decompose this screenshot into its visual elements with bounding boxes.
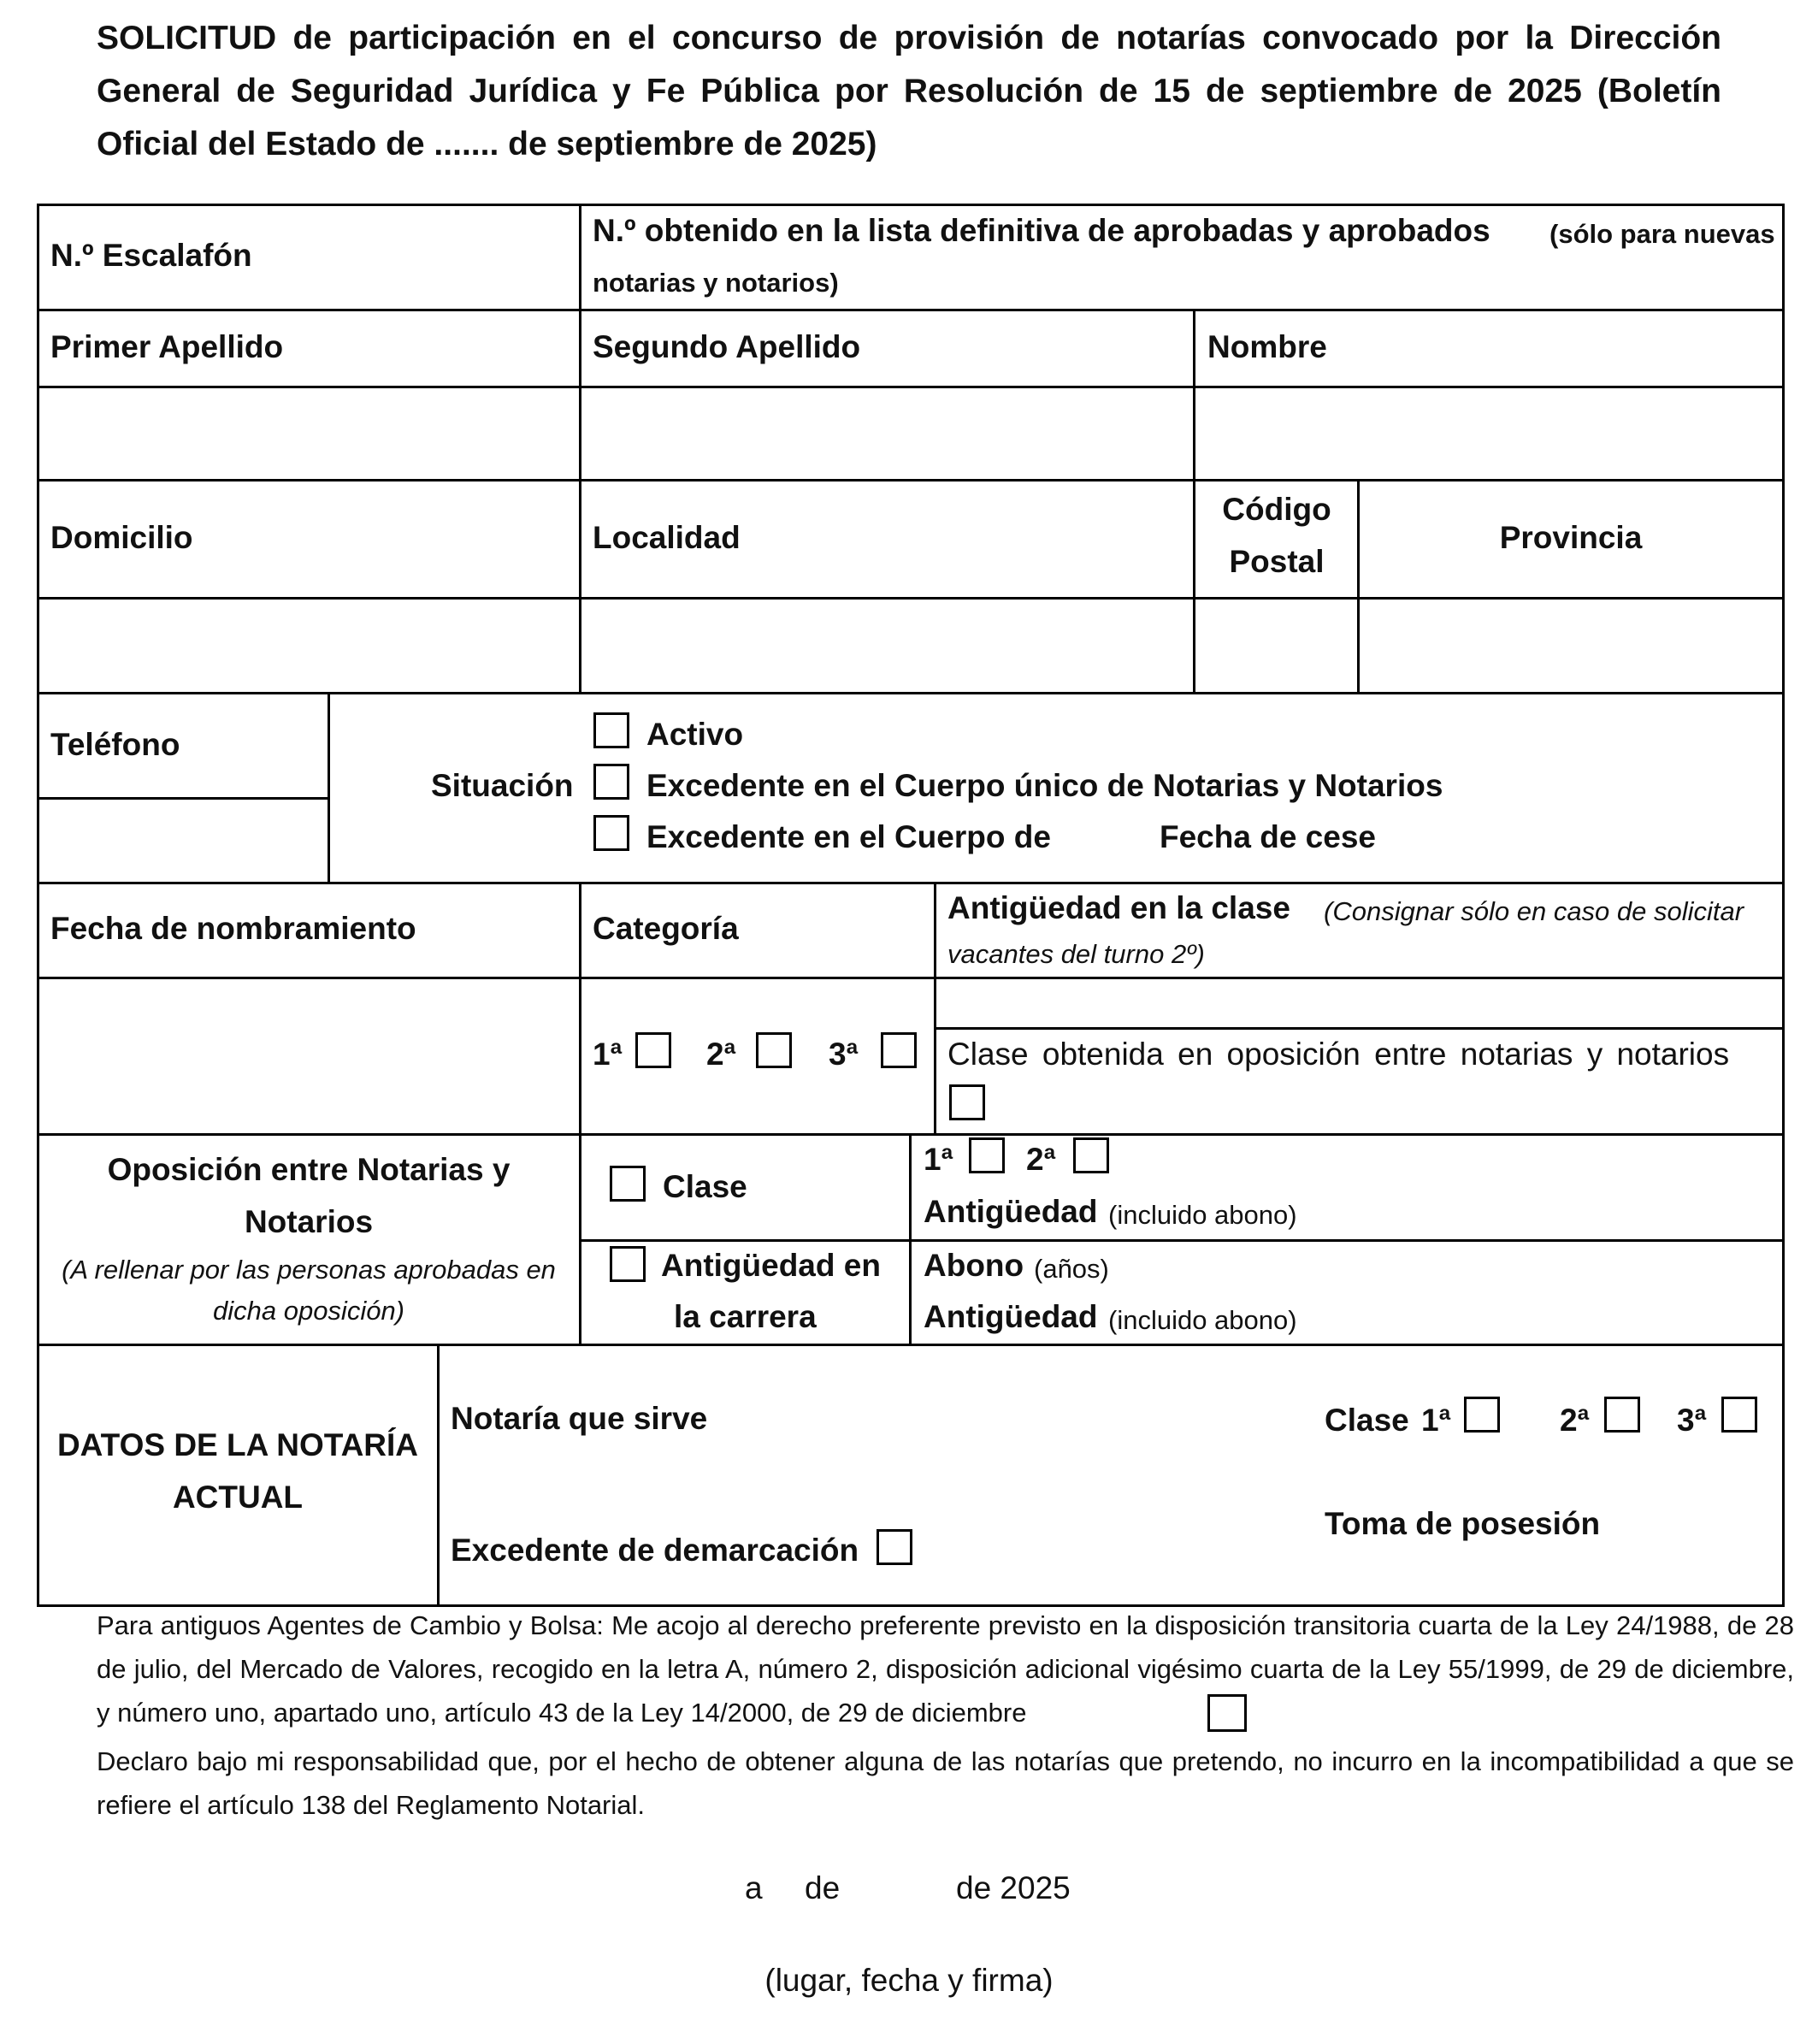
declaracion-paragraph: Declaro bajo mi responsabilidad que, por el hecho de obtener alguna de las notarías que pretendo, no incurro en la incompatibilidad a que se refiere el artículo 138 del Reglamento Notarial.	[97, 1746, 1794, 1820]
lista-label: N.º obtenido en la lista definitiva de aprobadas y aprobados	[593, 213, 1490, 248]
activo-checkbox[interactable]	[593, 712, 629, 748]
lugar-fecha-firma: (lugar, fecha y firma)	[764, 1963, 1054, 1998]
primer-apellido-field[interactable]	[40, 389, 577, 478]
oposicion-clase-2-checkbox[interactable]	[1073, 1137, 1109, 1173]
excedente-cuerpo-label: Excedente en el Cuerpo de	[646, 819, 1051, 854]
abono-label: Abono	[924, 1248, 1024, 1283]
excedente-demarcacion-checkbox[interactable]	[877, 1529, 912, 1565]
localidad-label: Localidad	[593, 520, 741, 555]
provincia-field[interactable]	[1361, 600, 1780, 691]
clase-obtenida-label: Clase obtenida en oposición entre notarias y notarios	[947, 1037, 1730, 1072]
codigo-postal-field[interactable]	[1196, 600, 1355, 691]
categoria-3-label: 3ª	[829, 1037, 859, 1072]
fecha-nombramiento-label: Fecha de nombramiento	[50, 911, 416, 946]
segundo-apellido-field[interactable]	[582, 389, 1191, 478]
date-de-2025: de 2025	[956, 1870, 1071, 1905]
oposicion-note-1: (A rellenar por las personas aprobadas en	[62, 1255, 556, 1285]
lista-note-1: (sólo para nuevas	[1549, 219, 1775, 249]
excedente-cuerpo-unico-checkbox[interactable]	[593, 764, 629, 800]
notaria-sirve-label: Notaría que sirve	[451, 1401, 708, 1436]
antiguedad-carrera-label-1: Antigüedad en	[661, 1248, 881, 1283]
notaria-clase-3-label: 3ª	[1677, 1403, 1707, 1438]
primer-apellido-label: Primer Apellido	[50, 329, 284, 364]
agentes-cambio-checkbox[interactable]	[1207, 1694, 1247, 1732]
agentes-cambio-paragraph	[97, 1604, 1794, 1734]
antiguedad-carrera-label-2: la carrera	[674, 1299, 817, 1334]
categoria-1-checkbox[interactable]	[635, 1032, 671, 1068]
categoria-1-label: 1ª	[593, 1037, 623, 1072]
telefono-label: Teléfono	[50, 727, 180, 762]
categoria-2-checkbox[interactable]	[756, 1032, 792, 1068]
oposicion-antiguedad-label: Antigüedad	[924, 1194, 1098, 1229]
oposicion-label-1: Oposición entre Notarias y	[107, 1152, 511, 1187]
excedente-demarcacion-label: Excedente de demarcación	[451, 1533, 859, 1568]
categoria-2-label: 2ª	[706, 1037, 736, 1072]
toma-posesion-label: Toma de posesión	[1325, 1506, 1601, 1541]
oposicion-clase-1-checkbox[interactable]	[969, 1137, 1005, 1173]
fecha-cese-label: Fecha de cese	[1160, 819, 1376, 854]
notaria-clase-1-label: 1ª	[1421, 1403, 1451, 1438]
localidad-field[interactable]	[582, 600, 1191, 691]
clase-obtenida-checkbox[interactable]	[949, 1084, 985, 1120]
telefono-field[interactable]	[40, 800, 326, 881]
antiguedad-clase-note-1: (Consignar sólo en caso de solicitar	[1324, 896, 1744, 926]
codigo-postal-label-2: Postal	[1229, 544, 1325, 579]
notaria-clase-2-label: 2ª	[1560, 1403, 1590, 1438]
carrera-incluido-abono: (incluido abono)	[1108, 1305, 1297, 1335]
notaria-clase-3-checkbox[interactable]	[1721, 1397, 1757, 1433]
datos-notaria-label-2: ACTUAL	[172, 1480, 304, 1515]
escalafon-label: N.º Escalafón	[50, 238, 252, 273]
codigo-postal-label-1: Código	[1222, 492, 1331, 527]
antiguedad-clase-note-2: vacantes del turno 2º)	[947, 939, 1205, 969]
oposicion-clase-1-label: 1ª	[924, 1142, 953, 1177]
oposicion-note-2: dicha oposición)	[212, 1296, 405, 1326]
antiguedad-clase-label: Antigüedad en la clase	[947, 890, 1290, 925]
oposicion-clase-2-label: 2ª	[1026, 1142, 1056, 1177]
categoria-3-checkbox[interactable]	[881, 1032, 917, 1068]
carrera-antiguedad-label: Antigüedad	[924, 1299, 1098, 1334]
oposicion-label-2: Notarios	[244, 1204, 374, 1239]
agentes-cambio-text: Para antiguos Agentes de Cambio y Bolsa: Me acojo al derecho preferente previsto en la disposición transitoria cuarta de la Ley 24/1988, de 28 de julio, del Mercado de Valores, recogido en la letra A, número 2, disposición adicional vigésimo cuarta de la Ley 55/1999, de 29 de diciembre, y número uno, apartado uno, artículo 43 de la Ley 14/2000, de 29 de diciembre	[97, 1610, 1794, 1728]
antiguedad-clase-field[interactable]	[937, 980, 1780, 1026]
nombre-field[interactable]	[1196, 389, 1780, 478]
form-title: SOLICITUD de participación en el concurso de provisión de notarías convocado por la Dirección General de Seguridad Jurídica y Fe Pública por Resolución de 15 de septiembre de 2025 (Boletín Oficial del Estado de ....... de septiembre de 2025)	[97, 20, 1721, 162]
situacion-label: Situación	[431, 768, 574, 803]
date-a: a	[745, 1870, 763, 1905]
lista-note-2: notarias y notarios)	[593, 268, 839, 298]
notaria-clase-2-checkbox[interactable]	[1604, 1397, 1640, 1433]
datos-notaria-label-1: DATOS DE LA NOTARÍA	[56, 1427, 419, 1462]
excedente-cuerpo-unico-label: Excedente en el Cuerpo único de Notarias y Notarios	[646, 768, 1443, 803]
oposicion-incluido-abono-1: (incluido abono)	[1108, 1200, 1297, 1230]
segundo-apellido-label: Segundo Apellido	[593, 329, 861, 364]
domicilio-label: Domicilio	[50, 520, 193, 555]
excedente-cuerpo-checkbox[interactable]	[593, 815, 629, 851]
notaria-clase-1-checkbox[interactable]	[1464, 1397, 1500, 1433]
oposicion-clase-label: Clase	[663, 1169, 747, 1204]
notaria-clase-label: Clase	[1325, 1403, 1409, 1438]
categoria-label: Categoría	[593, 911, 739, 946]
date-de-1: de	[805, 1870, 841, 1905]
domicilio-field[interactable]	[40, 600, 577, 691]
activo-label: Activo	[646, 717, 744, 752]
fecha-nombramiento-field[interactable]	[40, 980, 577, 1132]
abono-anos: (años)	[1034, 1254, 1109, 1284]
antiguedad-carrera-checkbox[interactable]	[610, 1246, 646, 1282]
oposicion-clase-checkbox[interactable]	[610, 1166, 646, 1202]
nombre-label: Nombre	[1207, 329, 1327, 364]
provincia-label: Provincia	[1499, 520, 1643, 555]
